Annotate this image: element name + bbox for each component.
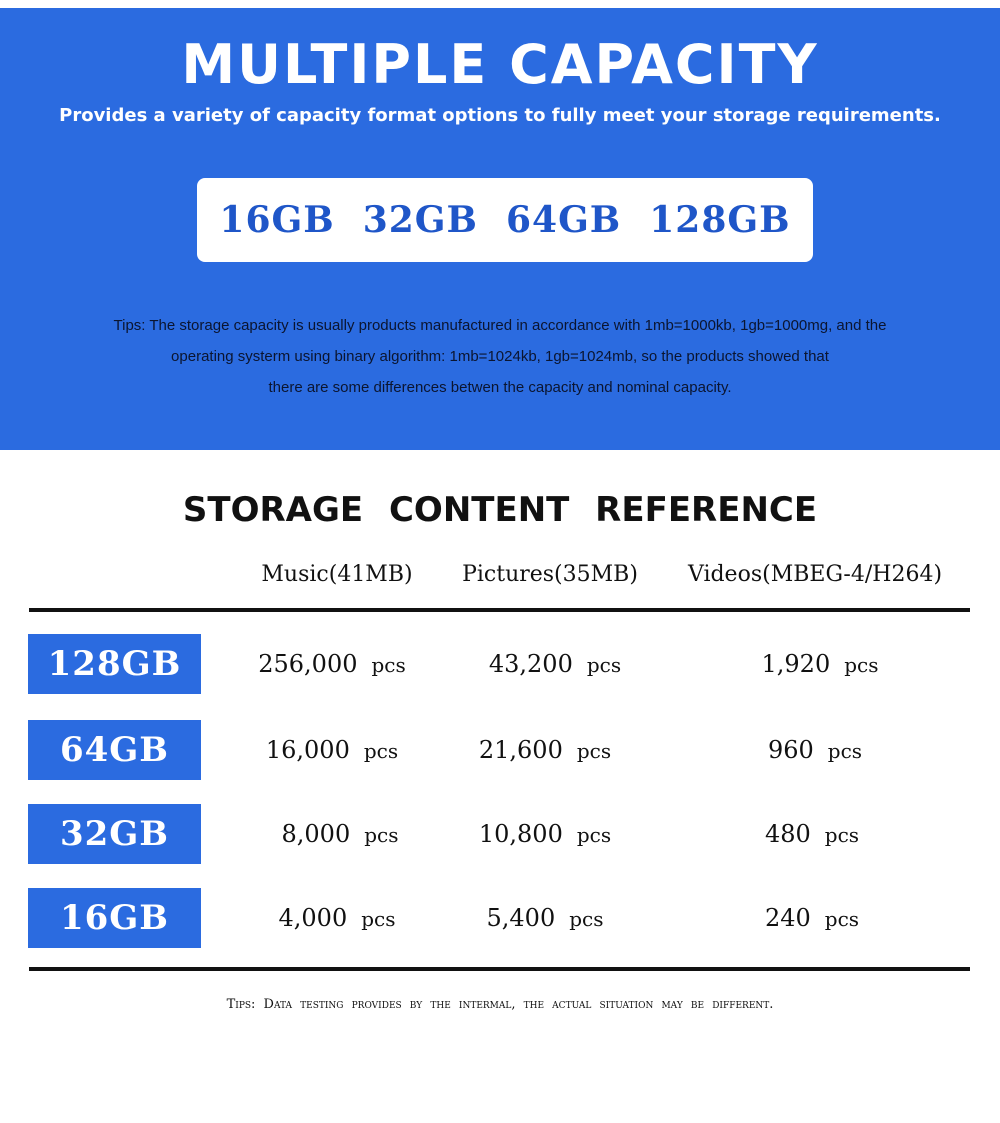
column-header-videos: Videos(MBEG-4/H264) — [687, 562, 943, 587]
header-banner — [0, 0, 1000, 450]
table-row — [0, 888, 1000, 948]
capacity-option-64gb: 64GB — [505, 199, 622, 241]
videos-count: 240 pcs — [764, 904, 860, 932]
capacity-label: 16GB — [28, 888, 201, 948]
page-title: MULTIPLE CAPACITY — [181, 33, 819, 96]
videos-count: 480 pcs — [764, 820, 860, 848]
capacity-option-32gb: 32GB — [362, 199, 478, 241]
pictures-count: 5,400 pcs — [486, 904, 604, 932]
capacity-option-16gb: 16GB — [219, 199, 335, 241]
column-header-pictures: Pictures(35MB) — [462, 562, 638, 587]
music-count: 4,000 pcs — [278, 904, 396, 932]
videos-count: 960 pcs — [767, 736, 863, 764]
pictures-count: 43,200 pcs — [488, 650, 622, 678]
table-row — [0, 720, 1000, 780]
page-subtitle: Provides a variety of capacity format options to fully meet your storage requirements. — [59, 105, 941, 126]
section-title: STORAGE CONTENT REFERENCE — [182, 490, 818, 530]
music-count: 256,000 pcs — [258, 650, 406, 678]
capacity-options — [197, 178, 813, 262]
table-row — [0, 804, 1000, 864]
videos-count: 1,920 pcs — [761, 650, 879, 678]
capacity-tips — [40, 310, 960, 403]
column-header-music: Music(41MB) — [261, 562, 413, 587]
capacity-option-128gb: 128GB — [649, 199, 791, 241]
pictures-count: 10,800 pcs — [478, 820, 612, 848]
tips-line: Tips: The storage capacity is usually products manufactured in accordance with 1mb=1000kb, 1gb=1000mg, and the — [113, 317, 887, 334]
capacity-label: 128GB — [28, 634, 201, 694]
music-count: 8,000 pcs — [281, 820, 399, 848]
tips-line: there are some differences betwen the capacity and nominal capacity. — [268, 379, 732, 396]
capacity-label: 32GB — [28, 804, 201, 864]
table-row — [0, 634, 1000, 694]
music-count: 16,000 pcs — [265, 736, 399, 764]
capacity-label: 64GB — [28, 720, 201, 780]
table-bottom-rule — [29, 967, 970, 971]
data-tips: Tips: Data testing provides by the intermal, the actual situation may be different. — [226, 997, 774, 1012]
pictures-count: 21,600 pcs — [478, 736, 612, 764]
tips-line: operating systerm using binary algorithm: 1mb=1024kb, 1gb=1024mb, so the products showed that — [171, 348, 829, 365]
table-top-rule — [29, 608, 970, 612]
